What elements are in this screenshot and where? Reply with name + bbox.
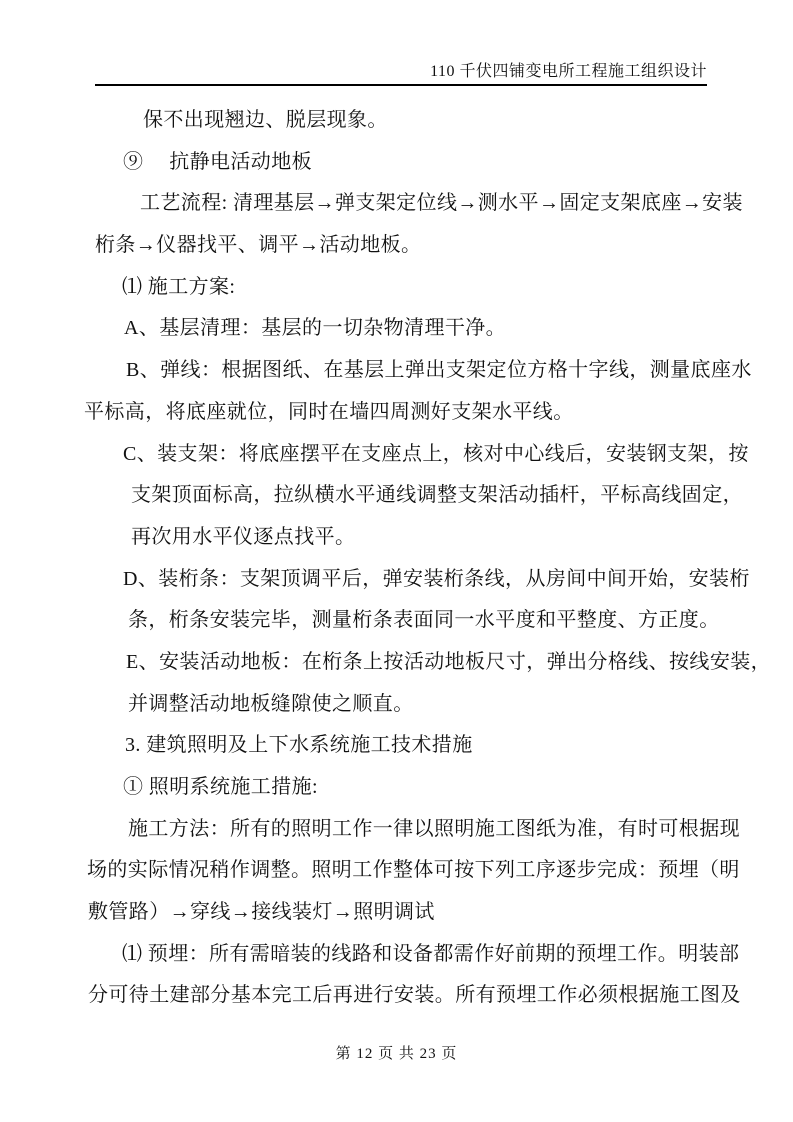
text-line: ⑴ 预埋：所有需暗装的线路和设备都需作好前期的预埋工作。明装部 xyxy=(122,942,740,965)
text-line: 支架顶面标高，拉纵横水平通线调整支架活动插杆，平标高线固定， xyxy=(131,484,743,507)
text-line: E、安装活动地板：在桁条上按活动地板尺寸，弹出分格线、按线安装， xyxy=(126,650,772,673)
text-line: 条，桁条安装完毕，测量桁条表面同一水平度和平整度、方正度。 xyxy=(128,609,720,632)
text-line: 并调整活动地板缝隙使之顺直。 xyxy=(128,692,414,715)
header-title: 110 千伏四铺变电所工程施工组织设计 xyxy=(430,63,707,80)
text-line: 保不出现翘边、脱层现象。 xyxy=(143,109,388,131)
text-line: 施工方法：所有的照明工作一律以照明施工图纸为准，有时可根据现 xyxy=(128,817,740,840)
text-line: A、基层清理：基层的一切杂物清理干净。 xyxy=(124,317,507,340)
text-line: C、装支架：将底座摆平在支座点上，核对中心线后，安装钢支架，按 xyxy=(123,442,749,465)
text-line: ⑴ 施工方案: xyxy=(122,275,236,298)
document-body xyxy=(0,100,793,1017)
page-number: 第 12 页 共 23 页 xyxy=(335,1046,458,1062)
text-line: 分可待土建部分基本完工后再进行安装。所有预埋工作必须根据施工图及 xyxy=(88,984,741,1007)
text-line: 场的实际情况稍作调整。照明工作整体可按下列工序逐步完成：预埋（明 xyxy=(87,859,740,882)
text-line: 桁条→仪器找平、调平→活动地板。 xyxy=(95,234,422,257)
text-line: 再次用水平仪逐点找平。 xyxy=(131,525,356,548)
header-rule xyxy=(95,84,707,86)
text-line: 3. 建筑照明及上下水系统施工技术措施 xyxy=(125,734,473,757)
text-line: 敷管路）→穿线→接线装灯→照明调试 xyxy=(88,901,435,924)
text-line: B、弹线：根据图纸、在基层上弹出支架定位方格十字线，测量底座水 xyxy=(126,359,752,382)
text-line: 工艺流程: 清理基层→弹支架定位线→测水平→固定支架底座→安装 xyxy=(140,192,743,215)
page-footer xyxy=(0,1042,793,1063)
text-line: ⑨ 抗静电活动地板 xyxy=(123,150,312,173)
text-line: D、装桁条：支架顶调平后，弹安装桁条线，从房间中间开始，安装桁 xyxy=(123,567,750,590)
text-line: ① 照明系统施工措施: xyxy=(123,776,318,798)
text-line: 平标高，将底座就位，同时在墙四周测好支架水平线。 xyxy=(84,400,574,423)
